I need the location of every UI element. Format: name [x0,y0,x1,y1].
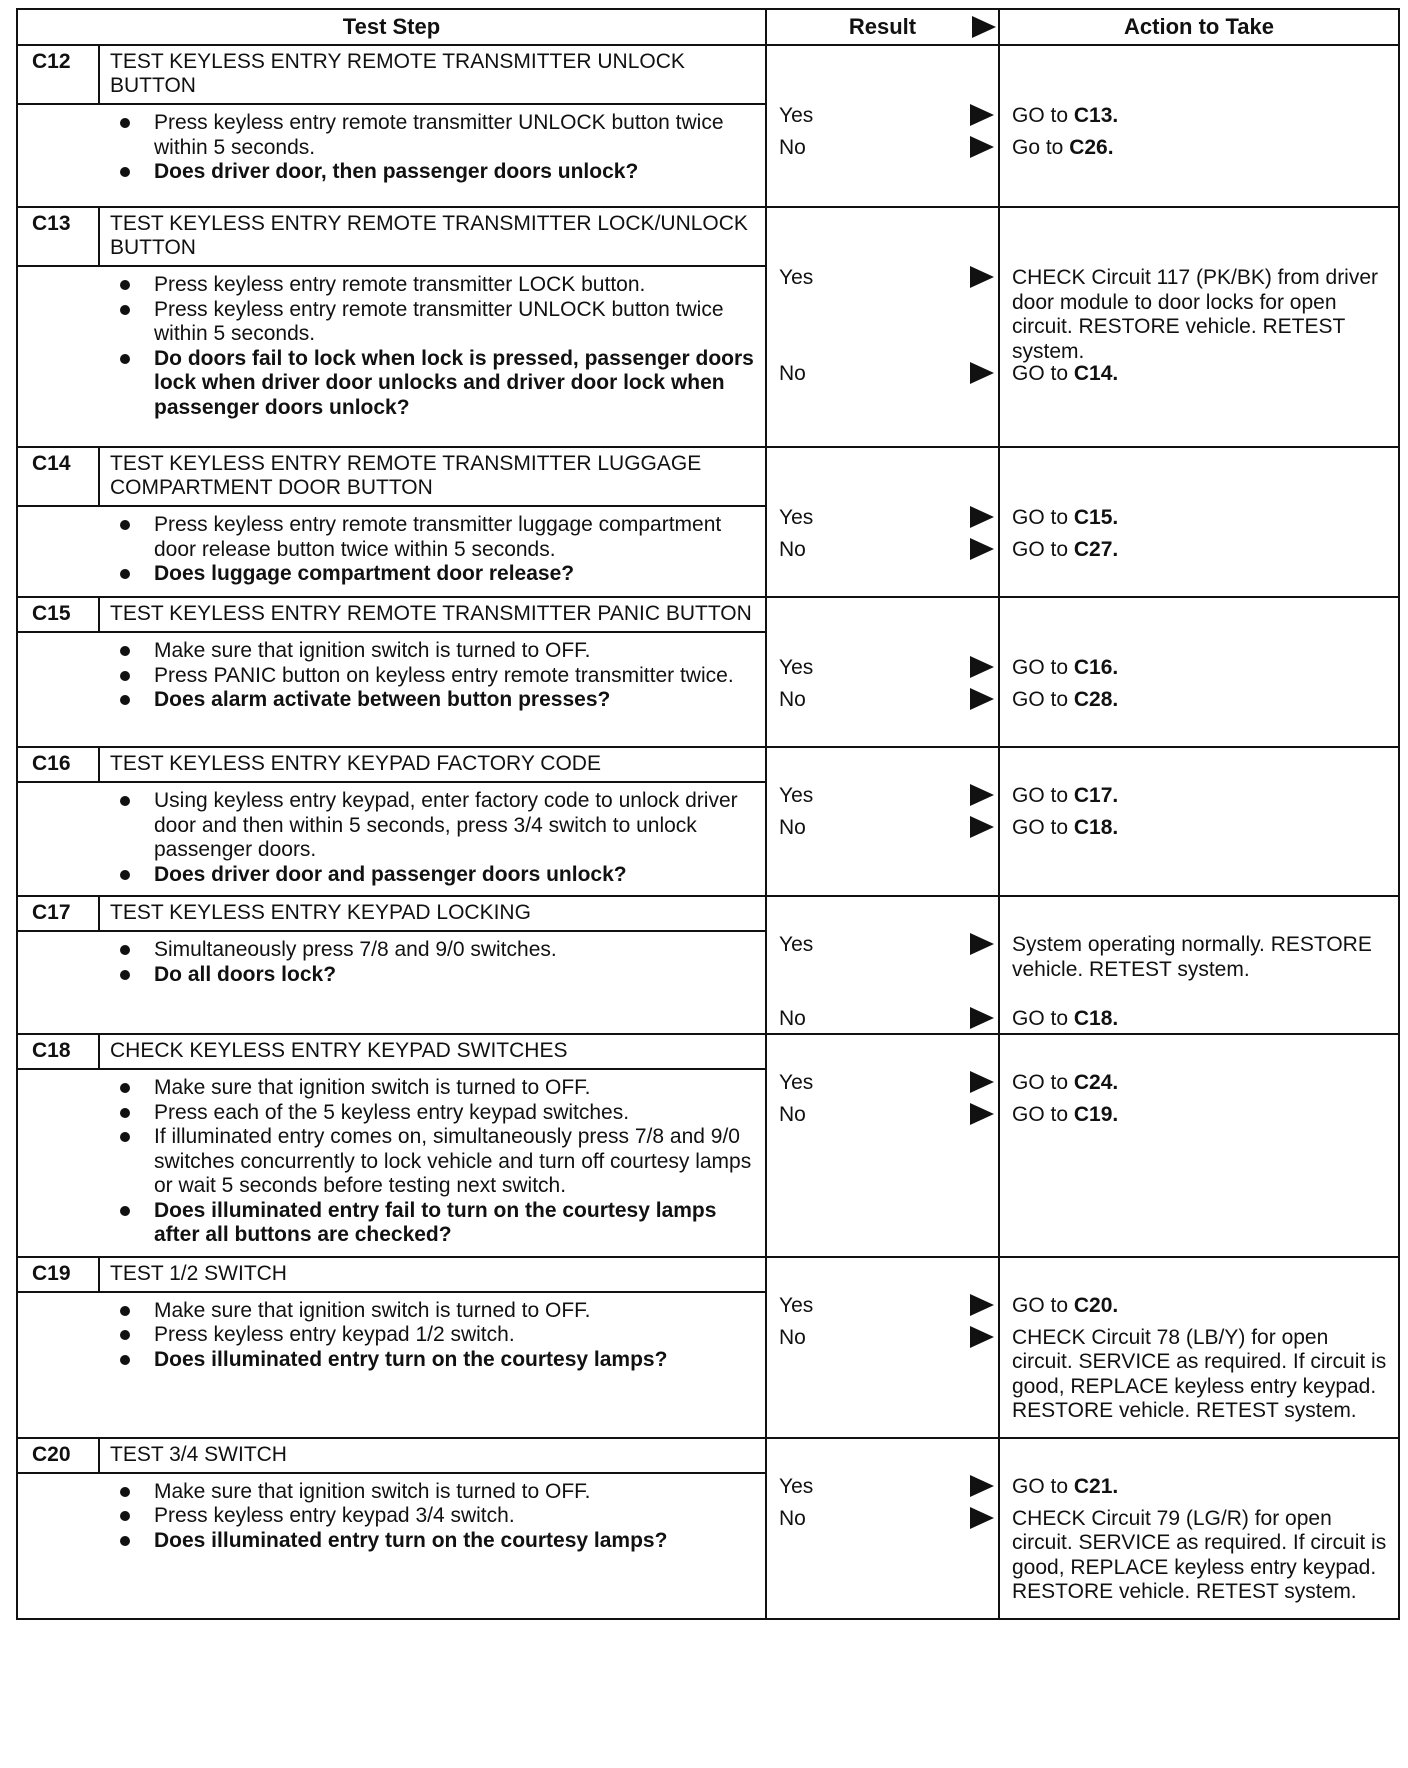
action-step-reference: C17. [1073,784,1119,807]
step-id: C17 [18,897,100,930]
step-title: TEST 1/2 SWITCH [110,1261,287,1285]
step-question: Does alarm activate between button presses? [18,688,755,713]
step-instruction: Press keyless entry remote transmitter LOCK button. [18,273,755,298]
result-label: Yes [779,104,814,127]
step-title: CHECK KEYLESS ENTRY KEYPAD SWITCHES [110,1039,568,1062]
result-yes [775,1475,994,1501]
action-cell [999,45,1399,207]
result-yes [775,1294,994,1320]
step-instruction: Press keyless entry remote transmitter UNLOCK button twice within 5 seconds. [18,111,755,160]
step-title: TEST KEYLESS ENTRY REMOTE TRANSMITTER PANIC BUTTON [110,602,752,625]
step-instruction: Make sure that ignition switch is turned to OFF. [18,1299,755,1324]
table-row [17,1034,1399,1257]
step-header [18,897,765,932]
arrow-right-icon [970,362,994,384]
action-yes [1012,1294,1392,1319]
step-instructions [18,1474,765,1562]
result-label: No [779,362,806,385]
arrow-right-icon [970,816,994,838]
step-instructions [18,932,765,995]
header-result-label: Result [848,14,917,39]
step-instructions [18,1293,765,1381]
action-yes [1012,104,1392,129]
action-cell [999,1257,1399,1438]
table-row [17,1438,1399,1619]
action-prefix: GO to [1012,1007,1074,1030]
step-instructions [18,633,765,721]
action-cell [999,1034,1399,1257]
action-prefix: GO to [1012,104,1074,127]
step-title: TEST KEYLESS ENTRY KEYPAD FACTORY CODE [110,752,601,775]
step-title: TEST KEYLESS ENTRY REMOTE TRANSMITTER LOCK/UNLOCK BUTTON [110,212,748,259]
test-step-cell [17,747,766,896]
result-label: Yes [779,506,814,529]
step-instruction: Make sure that ignition switch is turned to OFF. [18,1480,755,1505]
arrow-right-icon [970,538,994,560]
action-step-reference: C21. [1073,1474,1119,1498]
step-question: Do doors fail to lock when lock is pressed, passenger doors lock when driver door unlocks and driver door lock when passenger doors unlock? [18,347,755,421]
step-instruction: Press PANIC button on keyless entry remote transmitter twice. [18,664,755,689]
action-step-reference: C18. [1073,816,1119,839]
step-instruction: Press keyless entry keypad 3/4 switch. [18,1504,755,1529]
step-question: Does driver door, then passenger doors unlock? [18,160,755,185]
result-label: No [779,136,806,159]
action-no [1012,1007,1392,1032]
result-no [775,1326,994,1352]
table-row [17,447,1399,597]
step-header [18,748,765,783]
step-id: C18 [18,1035,100,1068]
action-prefix: GO to [1012,656,1074,679]
step-instruction: Make sure that ignition switch is turned to OFF. [18,639,755,664]
step-question: Does illuminated entry turn on the courtesy lamps? [18,1529,755,1554]
arrow-right-icon [970,266,994,288]
arrow-right-icon [970,1007,994,1029]
arrow-right-icon [970,506,994,528]
action-step-reference: C15. [1073,506,1119,529]
step-question: Does illuminated entry turn on the courtesy lamps? [18,1348,755,1373]
result-cell [766,447,999,597]
step-instruction: Press keyless entry keypad 1/2 switch. [18,1323,755,1348]
arrow-right-icon [970,1507,994,1529]
action-step-reference: C19. [1073,1103,1119,1126]
step-instruction: Simultaneously press 7/8 and 9/0 switches. [18,938,755,963]
action-yes [1012,1475,1392,1500]
action-step-reference: C20. [1073,1293,1119,1317]
action-yes [1012,784,1392,809]
result-yes [775,656,994,682]
action-cell [999,1438,1399,1619]
result-label: No [779,688,806,711]
test-step-cell [17,1438,766,1619]
result-cell [766,207,999,447]
action-yes [1012,1071,1392,1096]
action-prefix: Go to [1012,136,1070,159]
result-label: Yes [779,656,814,679]
action-step-reference: C14. [1073,362,1119,385]
step-id: C19 [18,1258,100,1291]
action-yes [1012,656,1392,681]
action-cell [999,896,1399,1034]
step-header [18,1439,765,1474]
result-label: Yes [779,784,814,807]
header-action: Action to Take [999,9,1399,45]
step-instruction: Make sure that ignition switch is turned to OFF. [18,1076,755,1101]
step-id: C15 [18,598,100,631]
result-no [775,136,994,162]
result-no [775,1507,994,1533]
result-cell [766,597,999,747]
step-title: TEST KEYLESS ENTRY REMOTE TRANSMITTER UNLOCK BUTTON [110,50,685,97]
step-question: Do all doors lock? [18,963,755,988]
result-cell [766,896,999,1034]
arrow-right-icon [970,136,994,158]
table-row [17,207,1399,447]
action-text: CHECK Circuit 79 (LG/R) for open circuit. SERVICE as required. If circuit is good, REPLACE keyless entry keypad. RESTORE vehicle. RETEST system. [1012,1506,1387,1603]
action-step-reference: C24. [1073,1071,1119,1094]
step-instruction: Press keyless entry remote transmitter luggage compartment door release button twice within 5 seconds. [18,513,755,562]
result-label: No [779,538,806,561]
result-no [775,1103,994,1129]
result-label: No [779,1103,806,1126]
result-label: Yes [779,1293,814,1317]
step-instructions [18,1070,765,1256]
action-no [1012,1507,1392,1605]
result-label: Yes [779,1474,814,1498]
result-label: No [779,1325,806,1349]
step-header [18,46,765,105]
test-step-cell [17,1034,766,1257]
arrow-right-icon [970,1475,994,1497]
action-prefix: GO to [1012,538,1074,561]
result-no [775,362,994,388]
step-title: TEST KEYLESS ENTRY REMOTE TRANSMITTER LUGGAGE COMPARTMENT DOOR BUTTON [110,452,702,499]
action-step-reference: C26. [1069,136,1114,159]
action-text: System operating normally. RESTORE vehicle. RETEST system. [1012,933,1372,981]
action-no [1012,136,1392,161]
step-id: C14 [18,448,100,505]
arrow-right-icon [970,1103,994,1125]
test-step-cell [17,447,766,597]
action-prefix: GO to [1012,784,1074,807]
action-step-reference: C28. [1073,688,1119,711]
arrow-right-icon [970,933,994,955]
step-header [18,208,765,267]
action-no [1012,1326,1392,1424]
action-no [1012,688,1392,713]
result-no [775,1007,994,1033]
action-text: CHECK Circuit 117 (PK/BK) from driver door module to door locks for open circuit. RESTORE vehicle. RETEST system. [1012,266,1379,363]
result-label: Yes [779,266,814,289]
step-question: Does illuminated entry fail to turn on the courtesy lamps after all buttons are checked? [18,1199,755,1248]
action-step-reference: C13. [1073,104,1119,127]
action-prefix: GO to [1012,506,1074,529]
action-no [1012,362,1392,387]
step-instructions [18,267,765,428]
header-result [766,9,999,45]
table-row [17,45,1399,207]
action-text: CHECK Circuit 78 (LB/Y) for open circuit. SERVICE as required. If circuit is good, REPLACE keyless entry keypad. RESTORE vehicle. RETEST system. [1012,1325,1387,1422]
arrow-right-icon [970,104,994,126]
test-step-cell [17,1257,766,1438]
action-cell [999,597,1399,747]
step-question: Does driver door and passenger doors unlock? [18,863,755,888]
step-instruction: If illuminated entry comes on, simultaneously press 7/8 and 9/0 switches concurrently to lock vehicle and turn off courtesy lamps or wait 5 seconds before testing next switch. [18,1125,755,1199]
action-prefix: GO to [1012,362,1074,385]
test-step-cell [17,45,766,207]
step-instruction: Press keyless entry remote transmitter UNLOCK button twice within 5 seconds. [18,298,755,347]
result-cell [766,1438,999,1619]
result-yes [775,933,994,959]
step-header [18,598,765,633]
test-step-cell [17,597,766,747]
result-cell [766,1034,999,1257]
action-no [1012,538,1392,563]
arrow-right-icon [970,688,994,710]
arrow-right-icon [970,1071,994,1093]
action-step-reference: C16. [1073,656,1119,679]
table-row [17,896,1399,1034]
result-label: No [779,1506,806,1530]
step-id: C20 [18,1439,100,1472]
action-prefix: GO to [1012,688,1074,711]
result-yes [775,104,994,130]
arrow-right-icon [970,1326,994,1348]
action-prefix: GO to [1012,1103,1074,1126]
action-prefix: GO to [1012,1071,1074,1094]
action-yes [1012,933,1392,982]
result-label: No [779,1007,806,1030]
step-id: C16 [18,748,100,781]
step-header [18,448,765,507]
action-cell [999,447,1399,597]
step-title: TEST KEYLESS ENTRY KEYPAD LOCKING [110,901,531,924]
action-no [1012,816,1392,841]
step-instructions [18,783,765,895]
step-instruction: Press each of the 5 keyless entry keypad switches. [18,1101,755,1126]
table-header-row [17,9,1399,45]
result-no [775,816,994,842]
step-title: TEST 3/4 SWITCH [110,1442,287,1466]
action-yes [1012,506,1392,531]
result-cell [766,45,999,207]
result-yes [775,266,994,292]
action-yes [1012,266,1392,364]
action-cell [999,747,1399,896]
step-instruction: Using keyless entry keypad, enter factory code to unlock driver door and then within 5 seconds, press 3/4 switch to unlock passenger doors. [18,789,755,863]
step-header [18,1258,765,1293]
action-cell [999,207,1399,447]
action-prefix: GO to [1012,816,1074,839]
result-no [775,688,994,714]
table-row [17,597,1399,747]
arrow-right-icon [970,784,994,806]
test-step-cell [17,896,766,1034]
step-instructions [18,507,765,595]
result-label: Yes [779,1071,814,1094]
result-cell [766,747,999,896]
table-row [17,747,1399,896]
result-yes [775,1071,994,1097]
test-step-cell [17,207,766,447]
diagnostic-table-page [16,8,1398,1620]
header-test-step: Test Step [17,9,766,45]
result-yes [775,506,994,532]
step-header [18,1035,765,1070]
step-id: C13 [18,208,100,265]
action-step-reference: C27. [1073,538,1119,561]
result-yes [775,784,994,810]
arrow-right-icon [970,1294,994,1316]
table-row [17,1257,1399,1438]
step-question: Does luggage compartment door release? [18,562,755,587]
result-label: No [779,816,806,839]
arrow-right-icon [970,656,994,678]
action-prefix: GO to [1012,1474,1074,1498]
arrow-right-icon [972,16,996,38]
action-no [1012,1103,1392,1128]
step-id: C12 [18,46,100,103]
step-instructions [18,105,765,193]
result-no [775,538,994,564]
result-label: Yes [779,933,814,956]
result-cell [766,1257,999,1438]
action-prefix: GO to [1012,1293,1074,1317]
action-step-reference: C18. [1073,1007,1119,1030]
diagnostic-table [16,8,1400,1620]
